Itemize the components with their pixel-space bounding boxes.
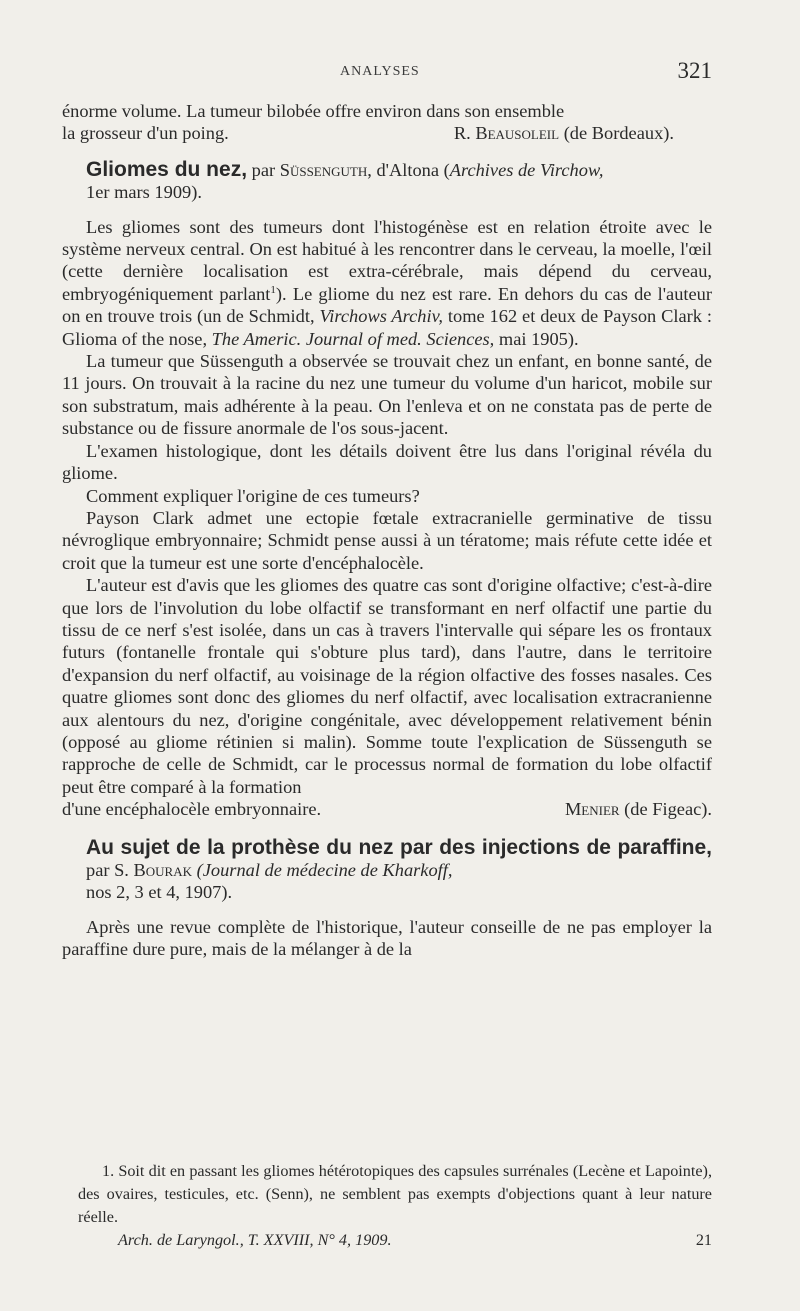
running-head: ANALYSES [340,64,420,79]
footer-journal: Arch. de Laryngol., T. XXVIII, N° 4, 1909. [118,1231,392,1249]
article-1-signature-line [62,798,712,820]
article-1-paragraph-6: L'auteur est d'avis que les gliomes des quatre cas sont d'origine olfactive; c'est-à-dire que lors de l'involution du lobe olfactif se transformant en nerf olfactif une partie du tissu de ce nerf s'est isolée, dans un cas à travers l'intervalle qui sépare les os frontaux futurs (fontanelle frontale qui s'obture plus tard), dans l'autre, dans le territoire d'expansion du nerf olfactif, au voisinage de la région olfactive des fosses nasales. Ces quatre gliomes sont donc des gliomes du nerf olfactif, avec localisation extracranienne aux alentours du nez, d'origine congénitale, avec développement relativement bénin (opposé au gliome rétinien si malin). Somme toute l'explication de Süssenguth se rapproche de celle de Schmidt, car le processus normal de formation du lobe olfactif peut être comparé à la formation [62,575,712,797]
article-2-title: Au sujet de la prothèse du nez par des injections de paraffine, [86,835,712,859]
article-1-paragraph-2: La tumeur que Süssenguth a observée se trouvait chez un enfant, en bonne santé, de 11 jours. On trouvait à la racine du nez une tumeur du volume d'un haricot, mobile sur son substratum, mais adhérente à la peau. On l'enleva et on ne constata pas de perte de substance ou de fissure anormale de l'os sous-jacent. [62,351,712,439]
signature-name: R. Beausoleil [453,123,560,144]
article-1-heading [62,159,712,204]
article-1-paragraph-3: L'examen histologique, dont les détails doivent être lus dans l'original révéla du gliome. [62,440,712,484]
signature-name: Menier [564,799,620,820]
intro-signature [454,122,674,144]
article-2-heading [62,837,712,904]
page-body [62,100,712,961]
article-1-author-prefix: par [251,159,276,180]
article-2-paragraph-1: Après une revue complète de l'historique, l'auteur conseille de ne pas employer la paraffine dure pure, mais de la mélanger à de la [62,916,712,960]
footer-signature-mark: 21 [695,1231,712,1249]
article-1-journal: Archives de Virchow, [449,159,604,180]
page-header [62,58,712,88]
article-2-issue: nos 2, 3 et 4, 1907). [86,882,233,903]
article-1-date: 1er mars 1909). [86,182,202,203]
signature-place: (de Bordeaux). [563,123,674,144]
page-number: 321 [677,58,712,83]
intro-text: la grosseur d'un poing. [62,123,229,144]
article-2-author-prefix: par S. [86,860,129,880]
footnote-1: 1. Soit dit en passant les gliomes hétérotopiques des capsules surrénales (Lecène et Lapointe), des ovaires, testicules, etc. (Senn), ne semblent pas exempts d'objections quant à leur nature réelle. [78,1162,712,1226]
signature-place: (de Figeac). [624,799,712,820]
footer-signature-line [78,1229,712,1252]
article-1-author: Süssenguth [279,159,368,180]
intro-signature-line [62,122,712,144]
article-2-journal: (Journal de médecine de Kharkoff, [196,860,453,880]
article-1-paragraph-6-end: d'une encéphalocèle embryonnaire. [62,799,322,820]
article-1-signature [565,798,712,820]
footnotes [78,1160,712,1252]
article-2-author: Bourak [133,860,193,880]
footnote-ref: 1 [270,283,276,296]
intro-line-1: énorme volume. La tumeur bilobée offre environ dans son ensemble [62,101,565,121]
article-1-author-suffix: , d'Altona ( [367,159,450,180]
article-1-paragraph-5: Payson Clark admet une ectopie fœtale extracranielle germinative de tissu névroglique embryonnaire; Schmidt pense aussi à un tératome; mais réfute cette idée et croit que la tumeur est une sorte d'encéphalocèle. [62,507,712,573]
article-1-paragraph-4: Comment expliquer l'origine de ces tumeurs? [86,485,420,506]
article-1-title: Gliomes du nez, [86,157,248,181]
article-1-paragraph-1: Les gliomes sont des tumeurs dont l'histogénèse est en relation étroite avec le système nerveux central. On est habitué à les rencontrer dans le cerveau, la moelle, l'œil (cette dernière localisation est extra-cérébrale, mais dépend du cerveau, embryogéniquement parlant$^1$). Le gliome du nez est rare. En dehors du cas de l'auteur on en trouve trois (un de Schmidt, Virchows Archiv, tome 162 et deux de Payson Clark : Glioma of the nose, The Americ. Journal of med. Sciences, mai 1905). [62,216,712,349]
